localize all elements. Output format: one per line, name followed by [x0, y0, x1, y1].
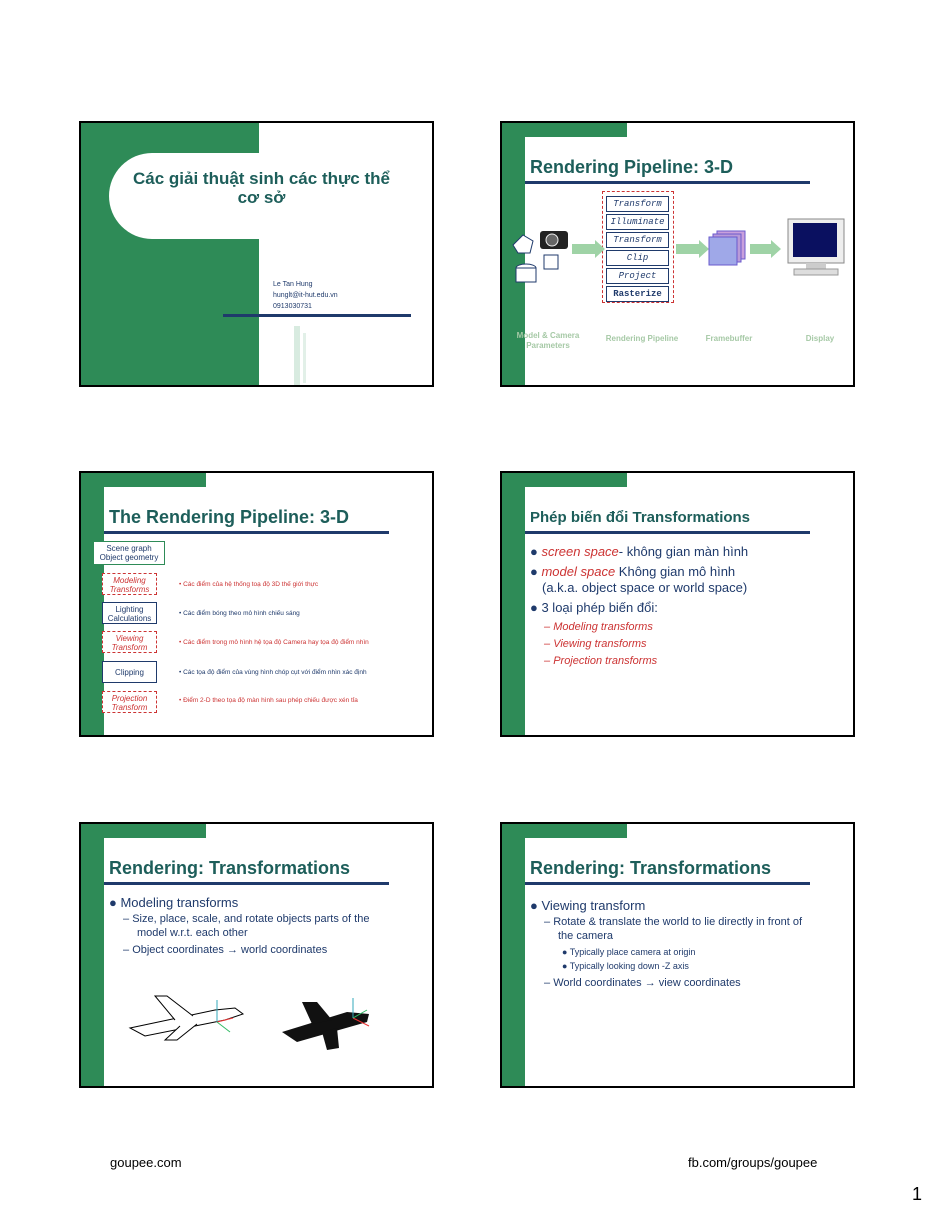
sub-world-coords: – World coordinates → view coordinates: [544, 977, 741, 989]
sub-rotate-cont: the camera: [558, 930, 614, 942]
sub-modeling: – Modeling transforms: [544, 621, 653, 633]
desc-2: • Các điểm bóng theo mô hình chiếu sáng: [179, 610, 300, 617]
slide-title-text: Phép biến đổi Transformations: [530, 509, 751, 526]
slide-rendering-pipeline: [79, 471, 434, 737]
label-pipeline: Rendering Pipeline: [605, 334, 679, 343]
viewing-box: Viewing Transform: [102, 631, 157, 653]
clipping-box: Clipping: [102, 661, 157, 683]
slide-title: [79, 121, 434, 387]
stage-illuminate: Illuminate: [606, 214, 669, 230]
stage-project: Project: [606, 268, 669, 284]
propeller-plane-icon: [277, 992, 387, 1052]
sub-viewing: – Viewing transforms: [544, 638, 647, 650]
desc-1: • Các điểm của hệ thống toạ độ 3D thế giới thực: [179, 581, 319, 588]
label-display: Display: [805, 334, 835, 343]
bullet-modeling: ● Modeling transforms: [109, 895, 239, 910]
modeling-box: Modeling Transforms: [102, 573, 157, 595]
bullet-screen-space: ● screen space- không gian màn hình: [530, 544, 749, 559]
sub-rotate: – Rotate & translate the world to lie directly in front of: [544, 916, 803, 928]
scene-graph-box: Scene graph Object geometry: [93, 541, 165, 565]
bullet-three-types: ● 3 loại phép biến đổi:: [530, 600, 658, 615]
display-icon: [786, 217, 846, 279]
bullet-model-space: ● model space Không gian mô hình: [530, 564, 736, 579]
page-number: 1: [912, 1184, 923, 1204]
stage-transform: Transform: [606, 196, 669, 212]
stage-rasterize: Rasterize: [606, 286, 669, 302]
jet-icon: [125, 988, 255, 1043]
footer-left: goupee.com: [110, 1155, 182, 1170]
slide-title-text: Rendering: Transformations: [109, 858, 351, 878]
slide-pipeline: [500, 121, 855, 387]
bullet-viewing: ● Viewing transform: [530, 898, 646, 913]
framebuffer-icon: [707, 229, 747, 267]
slide-title-text: The Rendering Pipeline: 3-D: [109, 507, 350, 527]
lighting-box: Lighting Calculations: [102, 602, 157, 624]
slide-title-text: Rendering: Transformations: [530, 858, 772, 878]
slide-transformations: [500, 471, 855, 737]
desc-5: • Điểm 2-D theo tọa độ màn hình sau phép chiếu được xén tỉa: [179, 697, 358, 704]
desc-4: • Các tọa độ điểm của vùng hình chóp cụt với điểm nhìn xác định: [179, 669, 367, 676]
slide-title-text: Rendering Pipeline: 3-D: [530, 157, 734, 177]
projection-box: Projection Transform: [102, 691, 157, 713]
sub-size: – Size, place, scale, and rotate objects parts of the: [123, 913, 370, 925]
desc-3: • Các điểm trong mô hình hệ tọa độ Camera hay tọa độ điểm nhìn: [179, 639, 369, 646]
title-text: Các giải thuật sinh các thực thể cơ sở: [133, 169, 390, 207]
label-model: Model & Camera Parameters: [516, 331, 580, 350]
author-info: Le Tan Hung hunglt@it-hut.edu.vn 0913030731: [273, 281, 338, 310]
footer-right: fb.com/groups/goupee: [688, 1155, 818, 1170]
sub-size-cont: model w.r.t. each other: [137, 927, 248, 939]
bullet-model-space-note: (a.k.a. object space or world space): [542, 580, 748, 595]
stage-transform2: Transform: [606, 232, 669, 248]
slide-modeling-transforms: [79, 822, 434, 1088]
stage-clip: Clip: [606, 250, 669, 266]
sub-projection: – Projection transforms: [544, 655, 658, 667]
geometry-icon: [508, 223, 568, 288]
slide-viewing-transform: [500, 822, 855, 1088]
tert-looking-down: ● Typically looking down -Z axis: [562, 961, 689, 971]
tert-camera-origin: ● Typically place camera at origin: [562, 947, 696, 957]
sub-object-coords: – Object coordinates → world coordinates: [123, 944, 328, 956]
label-framebuffer: Framebuffer: [705, 334, 753, 343]
